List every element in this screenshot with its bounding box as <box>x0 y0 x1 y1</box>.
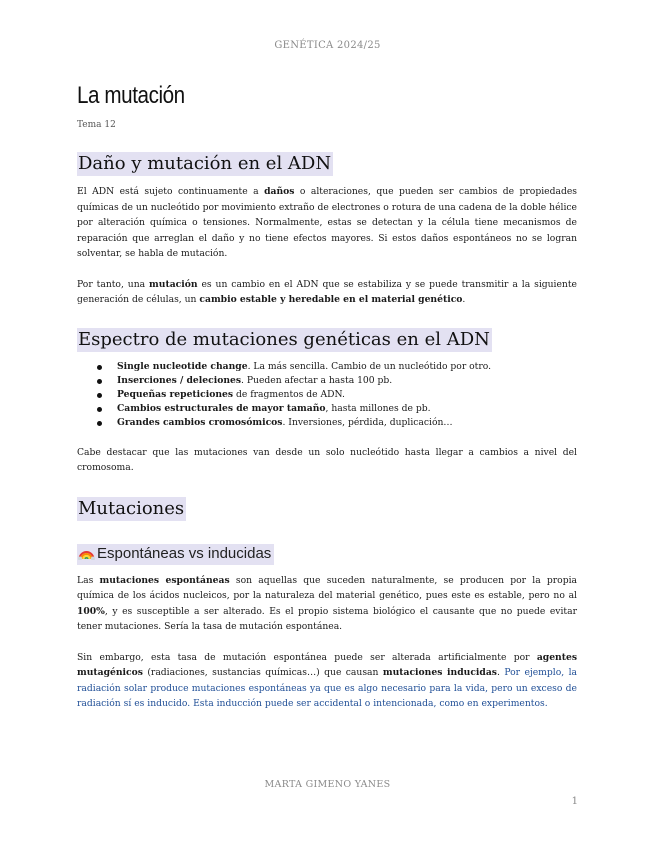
bold-term: Inserciones / deleciones <box>117 374 242 386</box>
section-dano <box>77 152 577 176</box>
running-header: GENÉTICA 2024/25 <box>274 40 381 51</box>
bold-term: mutaciones espontáneas <box>99 574 230 586</box>
bullet-icon <box>97 365 102 370</box>
list-item <box>77 402 577 416</box>
text-run: son aquellas que suceden naturalmente, se producen por la propia química de los ácidos nucleicos, por la naturaleza del material genético, pues este es estable, pero no al <box>77 574 578 601</box>
bold-term: Pequeñas repeticiones <box>117 388 234 400</box>
paragraph-espectro-closing: Cabe destacar que las mutaciones van desde un solo nucleótido hasta llegar a cambios a nivel del cromosoma. <box>77 446 577 473</box>
page-number: 1 <box>571 796 578 807</box>
document-title: La mutación <box>77 82 185 109</box>
list-item <box>77 374 577 388</box>
bold-term: cambio estable y heredable en el material genético <box>199 294 463 305</box>
text-run: . Inversiones, pérdida, duplicación… <box>282 416 453 428</box>
subsection-heading <box>77 544 274 565</box>
section-heading-dano: Daño y mutación en el ADN <box>78 153 332 174</box>
document-body <box>77 82 577 712</box>
bold-term: Grandes cambios cromosómicos <box>117 416 283 428</box>
bullet-icon <box>97 421 102 426</box>
text-run: o alteraciones, que pueden ser cambios de propiedades químicas de un nucleótido por movimiento extraño de electrones o rotura de una cadena de la doble hélice por alteración química o tensiones. Normalmente, estas se detectan y la célula tiene mecanismos de reparación que arreglan el daño y no tiene efectos mayores. Si estos daños espontáneos no se logran solventar, se habla de mutación. <box>77 186 577 259</box>
rainbow-icon <box>78 546 95 564</box>
list-item <box>77 388 577 402</box>
text-run: Las <box>77 574 100 586</box>
bold-term: Single nucleotide change <box>117 360 248 372</box>
text-run: . La más sencilla. Cambio de un nucleótido por otro. <box>247 360 492 372</box>
text-run: de fragmentos de ADN. <box>233 388 345 400</box>
text-run: (radiaciones, sustancias químicas…) que causan <box>142 667 383 678</box>
paragraph-dano-2 <box>77 277 577 308</box>
bold-term: mutaciones inducidas <box>382 667 497 678</box>
section-heading-espectro: Espectro de mutaciones genéticas en el ADN <box>78 328 490 350</box>
subsection-heading-text: Espontáneas vs inducidas <box>97 544 272 562</box>
bullet-icon <box>97 407 102 412</box>
section-mutaciones <box>77 497 577 521</box>
text-run: , hasta millones de pb. <box>325 402 431 414</box>
list-item <box>77 416 577 430</box>
bullet-icon <box>97 393 102 398</box>
subsection-espontaneas <box>77 543 577 565</box>
section-heading-mutaciones: Mutaciones <box>78 497 185 519</box>
text-run: Sin embargo, esta tasa de mutación espontánea puede ser alterada artificialmente por <box>77 651 537 663</box>
section-espectro <box>77 328 577 352</box>
bold-term: agentes mutagénicos <box>77 651 577 678</box>
text-run: El ADN está sujeto continuamente a <box>77 186 265 197</box>
list-item <box>77 360 577 374</box>
text-run: . <box>496 667 505 678</box>
bold-term: 100% <box>77 605 105 617</box>
text-run: . <box>462 294 466 305</box>
paragraph-dano-1 <box>77 184 577 262</box>
bullet-icon <box>97 379 102 384</box>
bold-term: mutación <box>149 278 198 290</box>
running-footer: MARTA GIMENO YANES <box>264 779 391 790</box>
blue-example-text: Por ejemplo, la radiación solar produce mutaciones espontáneas ya que es algo necesario para la vida, pero un exceso de radiación sí es inducido. Esta inducción puede ser accidental o intencionada, como en experimentos. <box>77 667 577 709</box>
text-run: , y es susceptible a ser alterado. Es el propio sistema biológico el causante que no puede evitar tener mutaciones. Sería la tasa de mutación espontánea. <box>77 605 577 632</box>
mutation-spectrum-list <box>77 360 577 430</box>
document-subtitle: Tema 12 <box>77 120 116 130</box>
text-run: Por tanto, una <box>77 278 150 290</box>
bold-term: Cambios estructurales de mayor tamaño <box>117 402 326 414</box>
text-run: . Pueden afectar a hasta 100 pb. <box>241 374 393 386</box>
paragraph-espontaneas <box>77 573 577 635</box>
bold-term: daños <box>264 186 295 197</box>
paragraph-inducidas <box>77 650 577 712</box>
text-run: es un cambio en el ADN que se estabiliza y se puede transmitir a la siguiente generación de células, un <box>77 278 577 305</box>
